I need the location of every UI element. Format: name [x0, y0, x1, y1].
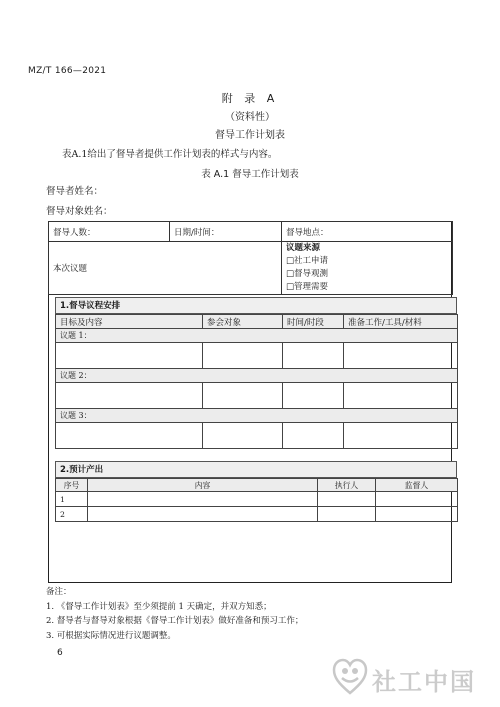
topic-1-row [56, 343, 458, 369]
annex-title: 督导工作计划表 [215, 130, 285, 141]
note-item-3: 3. 可根据实际情况进行议题调整。 [46, 630, 176, 641]
agenda-table [55, 314, 458, 449]
watermark-text: 社工中国 [372, 668, 476, 696]
col-content: 内容 [88, 479, 318, 492]
col-seq: 序号 [56, 479, 88, 492]
output-row-number: 1 [56, 492, 88, 507]
output-table [55, 478, 458, 522]
source-option-observation: □督导观测 [286, 269, 329, 279]
topic-2-label: 议题 2： [56, 369, 458, 383]
output-row [56, 507, 458, 522]
section-agenda-title: 1.督导议程安排 [55, 297, 457, 314]
notes-block [46, 585, 303, 643]
col-time: 时间/时段 [283, 315, 344, 329]
source-option-management: □管理需要 [286, 282, 329, 292]
topic-source-cell [282, 242, 453, 295]
topic-2-row [56, 383, 458, 409]
output-row [56, 492, 458, 507]
topic-3-label: 议题 3： [56, 409, 458, 423]
supervision-count-cell: 督导人数： [49, 222, 170, 242]
standard-code: MZ/T 166—2021 [28, 66, 107, 76]
heart-hands-logo-icon [332, 657, 368, 697]
col-preparation: 准备工作/工具/材料 [344, 315, 458, 329]
notes-heading: 备注： [46, 587, 72, 597]
supervisee-name-field: 督导对象姓名： [46, 206, 113, 217]
intro-paragraph: 表A.1给出了督导者提供工作计划表的样式与内容。 [62, 149, 278, 160]
annex-label: 附 录 A [221, 92, 279, 105]
current-topic-cell: 本次议题 [49, 242, 282, 295]
source-option-social-worker: □社工申请 [286, 256, 329, 266]
topic-3-row [56, 423, 458, 449]
note-item-1: 1. 《督导工作计划表》至少须提前 1 天确定，并双方知悉； [46, 601, 272, 612]
note-item-2: 2. 督导者与督导对象根据《督导工作计划表》做好准备和预习工作； [46, 616, 304, 626]
section-output-title: 2.预计产出 [55, 461, 457, 478]
watermark [330, 654, 490, 700]
location-cell: 督导地点： [282, 222, 453, 242]
page-number: 6 [57, 648, 63, 658]
col-supervisor: 监督人 [376, 479, 458, 492]
date-time-cell: 日期/时间： [170, 222, 282, 242]
topic-1-label: 议题 1： [56, 329, 458, 343]
output-row-number: 2 [56, 507, 88, 522]
col-executor: 执行人 [318, 479, 376, 492]
supervisor-name-field: 督导者姓名： [46, 186, 104, 197]
basic-info-table [48, 221, 453, 295]
col-participants: 参会对象 [203, 315, 283, 329]
topic-source-title: 议题来源 [286, 243, 321, 253]
col-goal-content: 目标及内容 [56, 315, 203, 329]
table-caption: 表 A.1 督导工作计划表 [201, 169, 299, 180]
annex-nature: （资料性） [225, 112, 275, 123]
